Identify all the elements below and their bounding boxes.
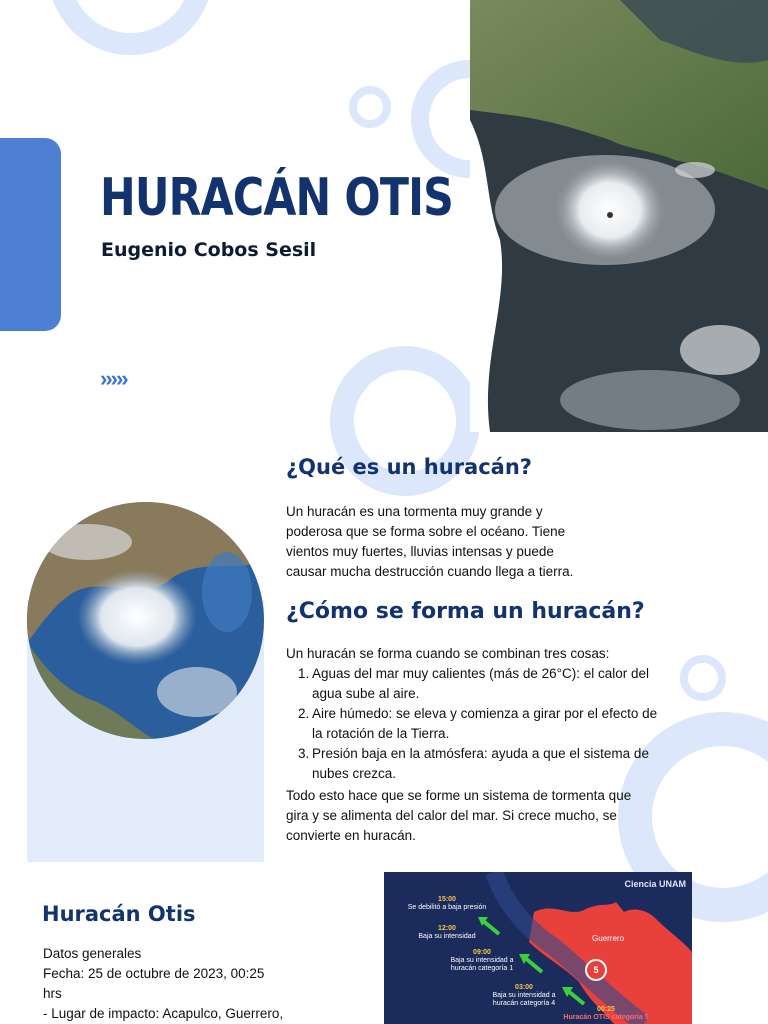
heading-what-is-hurricane: ¿Qué es un huracán? [286, 455, 532, 479]
event-text: Se debilitó a baja presión [407, 904, 487, 911]
list-item-1 [298, 664, 698, 704]
list-number: 1. [298, 666, 310, 681]
trajectory-map [384, 872, 692, 1024]
event-text: Baja su intensidad [418, 933, 476, 940]
list-item-line-1: Presión baja en la atmósfera: ayuda a que el sistema de [312, 746, 649, 761]
author-name: Eugenio Cobos Sesil [101, 239, 317, 261]
event-text: Baja su intensidad a huracán categoría 4 [492, 992, 556, 1007]
what-line-3: vientos muy fuertes, lluvias intensas y puede [286, 544, 554, 559]
event-time: 09:00 [473, 949, 491, 956]
event-1 [392, 896, 502, 912]
event-3 [446, 949, 518, 973]
event-time: 12:00 [438, 925, 456, 932]
how-outro-line-1: Todo esto hace que se forme un sistema de tormenta que [286, 788, 632, 803]
heading-huracan-otis: Huracán Otis [42, 902, 196, 926]
heading-how-forms: ¿Cómo se forma un huracán? [286, 599, 645, 624]
what-line-2: poderosa que se forma sobre el océano. Tiene [286, 524, 566, 539]
list-item-line-2: la rotación de la Tierra. [312, 726, 450, 741]
what-line-1: Un huracán es una tormenta muy grande y [286, 504, 543, 519]
otis-line-3: hrs [43, 986, 62, 1001]
list-item-line-1: Aguas del mar muy calientes (más de 26°C): el calor del [312, 666, 650, 681]
map-brand: Ciencia UNAM [624, 879, 686, 889]
event-2 [412, 925, 482, 941]
event-time: 15:00 [438, 896, 456, 903]
accent-tab [0, 138, 61, 331]
list-item-line-1: Aire húmedo: se eleva y comienza a girar por el efecto de [312, 706, 658, 721]
how-outro-line-3: convierte en huracán. [286, 828, 416, 843]
event-5 [556, 1006, 656, 1022]
event-4 [488, 984, 560, 1008]
otis-line-1: Datos generales [43, 946, 142, 961]
list-item-2 [298, 704, 698, 744]
list-item-3 [298, 744, 698, 784]
event-time: 00:25 [597, 1006, 615, 1013]
otis-line-4: - Lugar de impacto: Acapulco, Guerrero, [43, 1006, 284, 1021]
decor-ring-top [48, 0, 213, 55]
list-number: 3. [298, 746, 310, 761]
event-time: 03:00 [515, 984, 533, 991]
how-outro-line-2: gira y se alimenta del calor del mar. Si crece mucho, se [286, 808, 617, 823]
list-item-line-2: agua sube al aire. [312, 686, 420, 701]
what-line-4: causar mucha destrucción cuando llega a tierra. [286, 564, 574, 579]
event-text: Huracán OTIS categoría 5 [563, 1014, 649, 1021]
decor-ring-small [349, 86, 391, 128]
list-number: 2. [298, 706, 310, 721]
page-title: HURACÁN OTIS [100, 168, 454, 228]
map-state-label: Guerrero [592, 934, 625, 943]
otis-line-2: Fecha: 25 de octubre de 2023, 00:25 [43, 966, 265, 981]
earth-globe-image [27, 502, 264, 739]
map-badge-number: 5 [593, 965, 599, 975]
how-intro: Un huracán se forma cuando se combinan tres cosas: [286, 646, 610, 661]
satellite-image [470, 0, 768, 432]
list-item-line-2: nubes crezca. [312, 766, 397, 781]
chevrons-icon: ››››› [100, 366, 127, 391]
event-text: Baja su intensidad a huracán categoría 1 [450, 957, 514, 972]
